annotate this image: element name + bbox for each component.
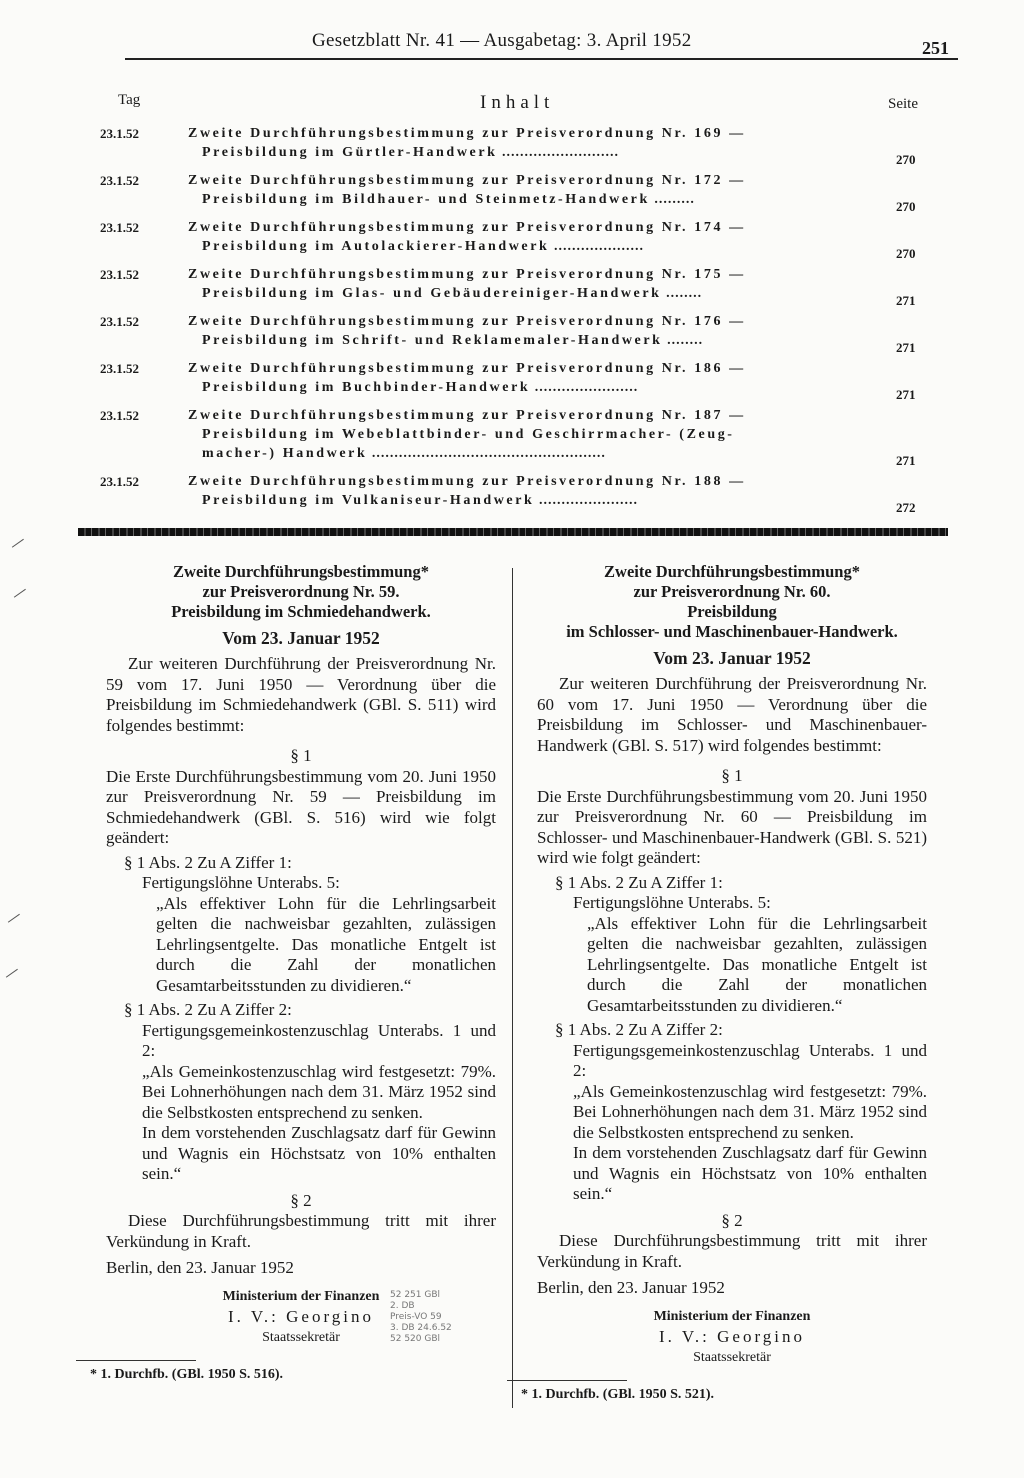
toc-row-date: 23.1.52 [100,126,139,141]
toc-row-line2: Preisbildung im Schrift- und Reklamemaler-Handwerk [202,333,663,348]
toc-row-line2: Preisbildung im Vulkaniseur-Handwerk [202,493,535,508]
toc-header [90,90,940,124]
left-section-2-text: Diese Durchführungsbestimmung tritt mit ihrer Verkündung in Kraft. [106,1211,496,1251]
toc-leader-dots: ........ [661,286,703,301]
toc-row-line1: Zweite Durchführungsbestimmung zur Preisverordnung Nr. 188 — [188,474,746,489]
right-title-line1: Zweite Durchführungsbestimmung* [604,562,860,581]
toc-row-date: 23.1.52 [100,173,139,188]
toc-leader-dots: ....................... [530,380,639,395]
right-role: Staatssekretär [693,1349,771,1365]
toc-row-line1: Zweite Durchführungsbestimmung zur Preisverordnung Nr. 186 — [188,361,746,376]
right-intro: Zur weiteren Durchführung der Preisverordnung Nr. 60 vom 17. Juni 1950 — Verordnung über die Preisbildung im Schlosser- und Maschinenbauer-Handwerk (GBl. S. 517) wird folgendes bestimmt: [537,674,927,755]
toc-row-line2: Preisbildung im Buchbinder-Handwerk [202,380,531,395]
right-signature: I. V.: Georgino [658,1327,806,1346]
toc-leader-dots: .................................................... [367,446,606,461]
margin-mark [12,586,26,597]
gazette-header-title: Gesetzblatt Nr. 41 — Ausgabetag: 3. April 1952 [312,30,692,51]
toc-row-page: 272 [896,500,916,515]
toc-leader-dots: ...................... [534,493,638,508]
left-amend-2-quote: „Als Gemeinkostenzuschlag wird festgesetzt: 79%. Bei Lohnerhöhungen nach dem 31. März 1952 sind die Selbstkosten entsprechend zu senken. [142,1061,496,1122]
left-title-line2: zur Preisverordnung Nr. 59. [202,582,400,601]
toc-row-date: 23.1.52 [100,314,139,329]
left-place-date: Berlin, den 23. Januar 1952 [106,1258,294,1277]
right-footnote: * 1. Durchfb. (GBl. 1950 S. 521). [521,1387,715,1402]
toc-row-page: 271 [896,340,916,355]
stamp-line: 52 520 GBl [390,1334,441,1344]
left-footnote-rule [76,1360,196,1361]
toc-row-date: 23.1.52 [100,267,139,282]
right-section-2-text: Diese Durchführungsbestimmung tritt mit ihrer Verkündung in Kraft. [537,1231,927,1271]
toc-row-title [188,218,848,256]
toc-rows [90,124,940,515]
toc-row-title [188,312,848,350]
left-section-1: § 1 [290,746,312,765]
right-place-date: Berlin, den 23. Januar 1952 [537,1278,725,1297]
toc-row-line2: Preisbildung im Glas- und Gebäudereiniger-Handwerk [202,286,662,301]
right-amend-1-sub: Fertigungslöhne Unterabs. 5: [573,893,771,912]
left-amend-2: § 1 Abs. 2 Zu A Ziffer 2: [124,1000,292,1019]
margin-mark [6,911,20,922]
toc-row-date: 23.1.52 [100,474,139,489]
left-ministry: Ministerium der Finanzen [222,1288,380,1304]
left-amend-1: § 1 Abs. 2 Zu A Ziffer 1: [124,852,292,872]
toc-row [90,359,940,402]
toc-row [90,265,940,308]
left-amend-1-quote: „Als effektiver Lohn für die Lehrlingsarbeit gelten die nachweisbar gezahlten, zulässigen Lehrlingsentgelte. Das monatliche Entgelt ist durch die Zahl der monatlichen Gesamtarbeitsstunden zu dividieren.“ [156,893,496,995]
left-amend-2-sub: Fertigungsgemeinkostenzuschlag Unterabs. 1 und 2: [142,1020,496,1060]
toc-row-page: 271 [896,453,916,468]
toc-row-title [188,359,848,397]
left-title-line3: Preisbildung im Schmiedehandwerk. [171,602,431,621]
margin-mark [10,536,24,547]
header-rule [125,58,958,60]
toc-row-title [188,472,848,510]
toc-row-title [188,265,848,303]
toc-row-page: 270 [896,152,916,167]
toc-row-line1: Zweite Durchführungsbestimmung zur Preisverordnung Nr. 175 — [188,267,746,282]
left-amend-2-quote2: In dem vorstehenden Zuschlagsatz darf für Gewinn und Wagnis ein Höchstsatz von 10% enthalten sein.“ [142,1123,496,1183]
toc-row-title [188,171,848,209]
left-intro: Zur weiteren Durchführung der Preisverordnung Nr. 59 vom 17. Juni 1950 — Verordnung über die Preisbildung im Schmiedehandwerk (GBl. S. 511) wird folgendes bestimmt: [106,654,496,735]
toc-row-line2: Preisbildung im Autolackierer-Handwerk [202,239,550,254]
toc-row-title [188,124,848,162]
toc-leader-dots: ........ [662,333,704,348]
right-amend-2-sub: Fertigungsgemeinkostenzuschlag Unterabs. 1 und 2: [573,1040,927,1080]
column-divider [512,568,513,1408]
toc-row-line2: Preisbildung im Webeblattbinder- und Geschirrmacher- (Zeug- [202,427,735,442]
toc-row-line2: Preisbildung im Gürtler-Handwerk [202,145,498,160]
toc-leader-dots: .......................... [497,145,620,160]
toc-row [90,171,940,214]
right-title-line4: im Schlosser- und Maschinenbauer-Handwerk. [566,622,898,641]
right-date: Vom 23. Januar 1952 [653,648,811,668]
left-role: Staatssekretär [262,1329,340,1345]
left-column [90,562,496,1386]
archive-stamp [390,1290,500,1345]
left-title-block [106,562,496,648]
right-footnote-rule [507,1380,627,1381]
right-amend-2-quote: „Als Gemeinkostenzuschlag wird festgesetzt: 79%. Bei Lohnerhöhungen nach dem 31. März 1952 sind die Selbstkosten entsprechend zu senken. [573,1081,927,1142]
toc-col-tag: Tag [118,92,141,108]
toc-row-line1: Zweite Durchführungsbestimmung zur Preisverordnung Nr. 174 — [188,220,746,235]
toc-leader-dots: .................... [549,239,644,254]
toc-row-date: 23.1.52 [100,361,139,376]
right-ministry: Ministerium der Finanzen [653,1308,811,1324]
right-title-block [537,562,927,668]
page-number: 251 [922,38,949,58]
left-footnote: * 1. Durchfb. (GBl. 1950 S. 516). [90,1367,284,1382]
margin-mark [4,966,18,977]
page-header [0,30,1024,66]
toc-row-page: 271 [896,293,916,308]
right-title-line3: Preisbildung [687,602,777,621]
toc-row-date: 23.1.52 [100,220,139,235]
toc-col-seite: Seite [888,96,918,112]
toc-row-date: 23.1.52 [100,408,139,423]
left-title-line1: Zweite Durchführungsbestimmung* [173,562,429,581]
right-column [521,562,927,1406]
toc-row-line2: Preisbildung im Bildhauer- und Steinmetz-Handwerk [202,192,650,207]
stamp-line: 52 251 GBl [390,1290,441,1300]
stamp-line: 3. DB 24.6.52 [390,1323,452,1333]
toc-row [90,124,940,167]
toc-row [90,406,940,468]
left-date: Vom 23. Januar 1952 [222,628,380,648]
left-amend-1-sub: Fertigungslöhne Unterabs. 5: [142,873,340,892]
toc-row-page: 271 [896,387,916,402]
right-amend-2: § 1 Abs. 2 Zu A Ziffer 2: [555,1020,723,1039]
toc-row-line1: Zweite Durchführungsbestimmung zur Preisverordnung Nr. 176 — [188,314,746,329]
left-signature: I. V.: Georgino [227,1307,375,1326]
toc-col-inhalt: Inhalt [480,92,555,113]
toc-row-line3: macher-) Handwerk [202,446,368,461]
toc-row-title [188,406,848,463]
toc-row [90,312,940,355]
toc-row-page: 270 [896,199,916,214]
toc-row [90,218,940,261]
right-amend-1-quote: „Als effektiver Lohn für die Lehrlingsarbeit gelten die nachweisbar gezahlten, zulässigen Lehrlingsentgelte. Das monatliche Entgelt ist durch die Zahl der monatlichen Gesamtarbeitsstunden zu dividieren.“ [587,913,927,1015]
stamp-line: Preis-VO 59 [390,1312,442,1322]
section-divider [78,528,948,536]
toc-row-line1: Zweite Durchführungsbestimmung zur Preisverordnung Nr. 172 — [188,173,746,188]
right-section-1-text: Die Erste Durchführungsbestimmung vom 20. Juni 1950 zur Preisverordnung Nr. 60 — Preisbildung im Schlosser- und Maschinenbauer-Handwerk (GBl. S. 521) wird wie folgt geändert: [537,786,927,867]
left-section-2: § 2 [290,1190,312,1210]
left-section-1-text: Die Erste Durchführungsbestimmung vom 20. Juni 1950 zur Preisverordnung Nr. 59 — Preisbildung im Schmiedehandwerk (GBl. S. 516) wird wie folgt geändert: [106,766,496,847]
table-of-contents [90,90,940,519]
right-title-line2: zur Preisverordnung Nr. 60. [633,582,831,601]
toc-row-line1: Zweite Durchführungsbestimmung zur Preisverordnung Nr. 187 — [188,408,746,423]
toc-leader-dots: ......... [649,192,695,207]
right-section-1: § 1 [721,766,743,785]
stamp-line: 2. DB [390,1301,415,1311]
toc-row-line1: Zweite Durchführungsbestimmung zur Preisverordnung Nr. 169 — [188,126,746,141]
toc-row [90,472,940,515]
right-amend-1: § 1 Abs. 2 Zu A Ziffer 1: [555,872,723,892]
right-amend-2-quote2: In dem vorstehenden Zuschlagsatz darf für Gewinn und Wagnis ein Höchstsatz von 10% enthalten sein.“ [573,1143,927,1203]
toc-row-page: 270 [896,246,916,261]
right-section-2: § 2 [721,1210,743,1230]
